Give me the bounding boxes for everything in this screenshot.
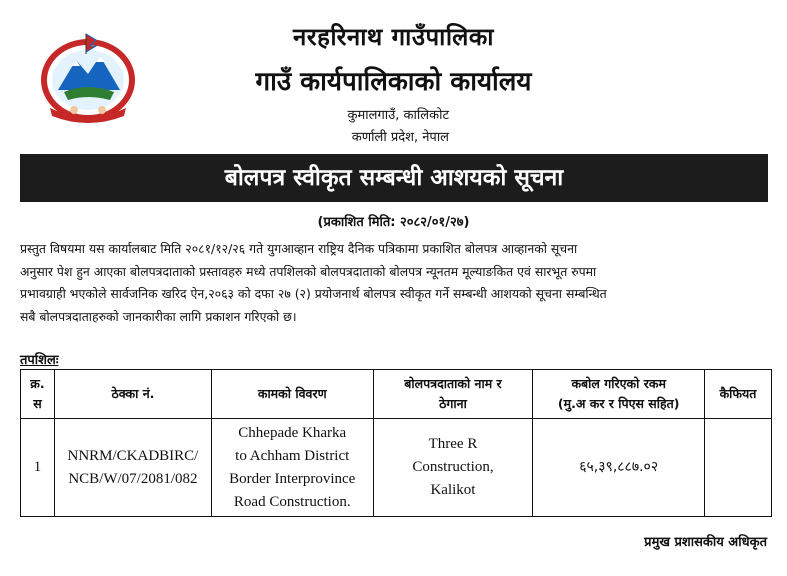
notice-body	[20, 238, 770, 328]
notice-body-line: सबै बोलपत्रदाताहरुको जानकारीका लागि प्रकाशन गरिएको छ।	[20, 308, 297, 324]
details-label: तपशिलः	[20, 353, 59, 368]
signatory: प्रमुख प्रशासकीय अधिकृत	[644, 535, 767, 550]
notice-body-line: प्रस्तुत विषयमा यस कार्यालबाट मिति २०८१/१२/२६ गते युगआव्हान राष्ट्रिय दैनिक पत्रिकामा प्रकाशित बोलपत्र आव्हानको सूचना	[20, 241, 578, 256]
cell-amount: ६५,३९,८८७.०२	[533, 419, 705, 517]
address-line-1: कुमालगाउँ, कालिकोट	[347, 108, 449, 123]
cell-serial: 1	[21, 419, 55, 517]
header-contract-no: ठेक्का नं.	[54, 370, 211, 419]
cell-bidder: Three R Construction, Kalikot	[373, 419, 533, 517]
municipality-name: नरहरिनाथ गाउँपालिका	[292, 23, 494, 51]
notice-title-banner: बोलपत्र स्वीकृत सम्बन्धी आशयको सूचना	[20, 154, 768, 202]
address-line-2: कर्णाली प्रदेश, नेपाल	[351, 130, 449, 145]
cell-description: Chhepade Kharka to Achham District Border Interprovince Road Construction.	[211, 419, 373, 517]
header-bidder: बोलपत्रदाताको नाम र ठेगाना	[373, 370, 533, 419]
header-remarks: कैफियत	[705, 370, 772, 419]
table-row	[21, 419, 772, 517]
notice-body-line: अनुसार पेश हुन आएका बोलपत्रदाताको प्रस्तावहरु मध्ये तपशिलको बोलपत्रदाताको बोलपत्र न्यूनतम मूल्याङकित एवं सारभूत रुपमा	[20, 263, 597, 279]
table-header-row	[21, 370, 772, 419]
office-name: गाउँ कार्यपालिकाको कार्यालय	[255, 67, 532, 97]
published-date: (प्रकाशित मिति: २०८२/०१/२७)	[317, 215, 470, 230]
header-description: कामको विवरण	[211, 370, 373, 419]
notice-body-line: प्रभावग्राही भएकोले सार्वजनिक खरिद ऐन,२०६३ को दफा २७ (२) प्रयोजनार्थ बोलपत्र स्वीकृत गर्ने सम्बन्धी आशयको सूचना सम्बन्धित	[20, 286, 607, 301]
contract-table	[20, 369, 772, 517]
header-serial: क्र. स	[21, 370, 55, 419]
header-amount: कबोल गरिएको रकम (मु.अ कर र पिएस सहित)	[533, 370, 705, 419]
cell-remarks	[705, 419, 772, 517]
cell-contract-no: NNRM/CKADBIRC/ NCB/W/07/2081/082	[54, 419, 211, 517]
